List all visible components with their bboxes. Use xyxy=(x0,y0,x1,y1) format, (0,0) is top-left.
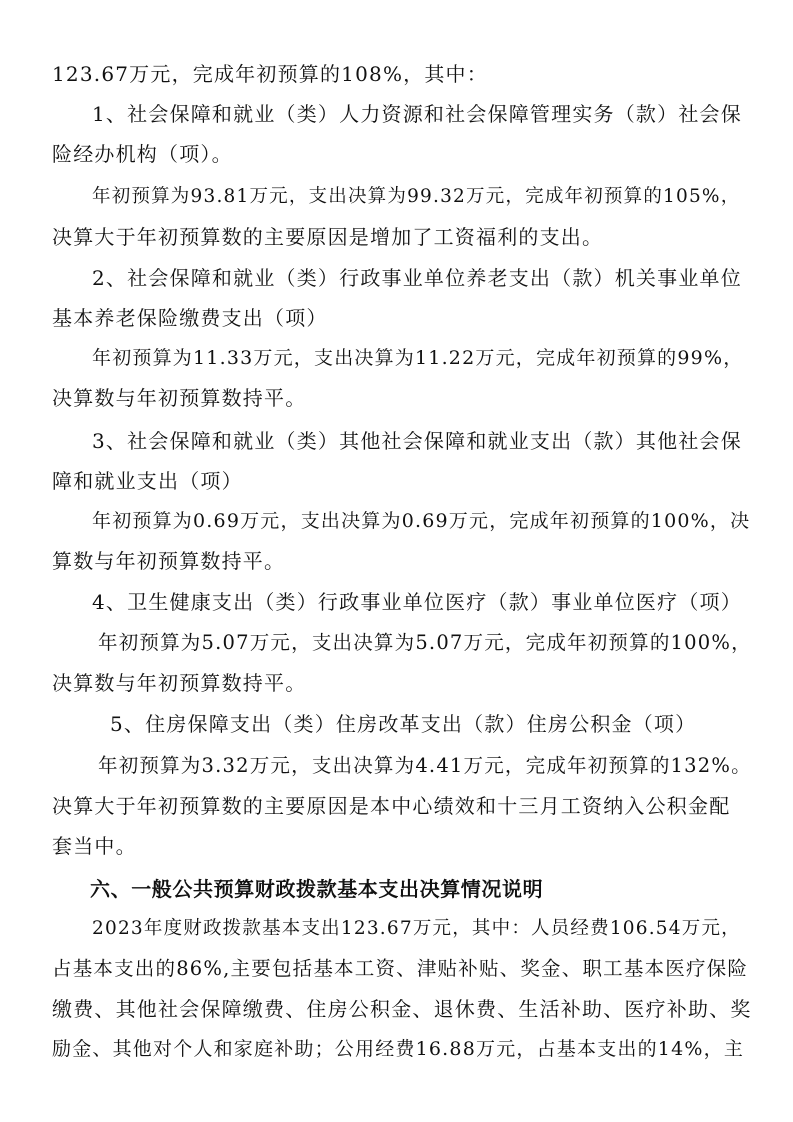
text-line: 2、社会保障和就业（类）行政事业单位养老支出（款）机关事业单位 xyxy=(92,266,742,290)
text-line: 3、社会保障和就业（类）其他社会保障和就业支出（款）其他社会保 xyxy=(92,429,742,453)
text-line: 基本养老保险缴费支出（项） xyxy=(52,306,328,330)
text-line: 2023年度财政拨款基本支出123.67万元，其中：人员经费106.54万元， xyxy=(92,918,741,939)
text-line: 套当中。 xyxy=(52,834,137,858)
text-line: 障和就业支出（项） xyxy=(52,469,243,493)
text-line: 4、卫生健康支出（类）行政事业单位医疗（款）事业单位医疗（项） xyxy=(92,590,742,614)
text-line: 占基本支出的86%,主要包括基本工资、津贴补贴、奖金、职工基本医疗保险 xyxy=(52,957,749,980)
text-line: 年初预算为3.32万元，支出决算为4.41万元，完成年初预算的132%。 xyxy=(98,754,752,777)
text-line: 年初预算为93.81万元，支出决算为99.32万元，完成年初预算的105%， xyxy=(92,186,741,207)
text-line: 决算数与年初预算数持平。 xyxy=(52,386,307,410)
text-line: 年初预算为0.69万元，支出决算为0.69万元，完成年初预算的100%，决 xyxy=(92,510,751,532)
text-line: 年初预算为11.33万元，支出决算为11.22万元，完成年初预算的99%， xyxy=(92,347,744,369)
text-line: 决算大于年初预算数的主要原因是本中心绩效和十三月工资纳入公积金配 xyxy=(52,794,731,818)
text-line: 决算大于年初预算数的主要原因是增加了工资福利的支出。 xyxy=(52,225,604,249)
section-heading: 六、一般公共预算财政拨款基本支出决算情况说明 xyxy=(90,877,544,901)
text-line: 险经办机构（项）。 xyxy=(52,142,233,166)
text-line: 励金、其他对个人和家庭补助；公用经费16.88万元，占基本支出的14%，主 xyxy=(52,1038,745,1060)
text-line: 1、社会保障和就业（类）人力资源和社会保障管理实务（款）社会保 xyxy=(92,102,742,126)
text-line: 缴费、其他社会保障缴费、住房公积金、退休费、生活补助、医疗补助、奖 xyxy=(52,997,752,1021)
text-line: 5、住房保障支出（类）住房改革支出（款）住房公积金（项） xyxy=(110,712,697,736)
text-line: 123.67万元，完成年初预算的108%，其中： xyxy=(52,62,488,86)
text-line: 年初预算为5.07万元，支出决算为5.07万元，完成年初预算的100%， xyxy=(98,631,752,654)
text-line: 算数与年初预算数持平。 xyxy=(52,549,286,573)
text-line: 决算数与年初预算数持平。 xyxy=(52,671,307,695)
